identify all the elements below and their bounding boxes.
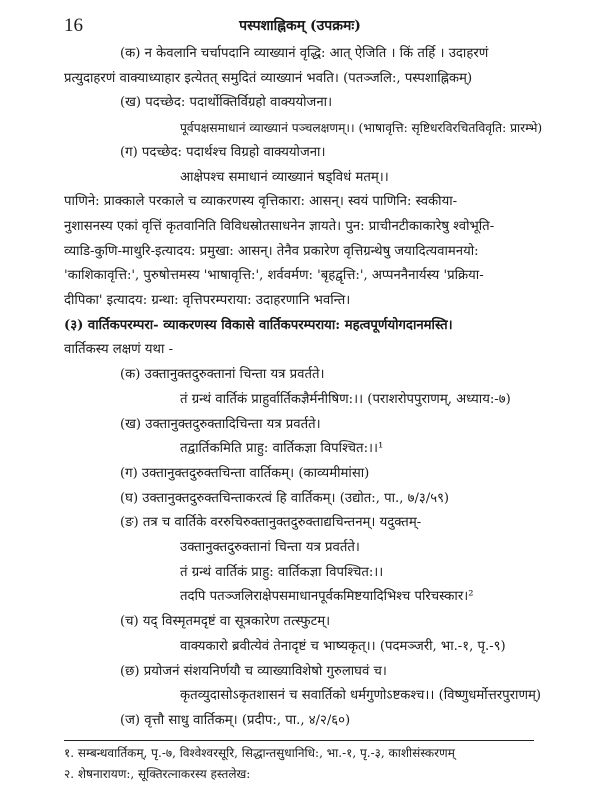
text-line: (छ) प्रयोजनं संशयनिर्णयौ च व्याख्याविशेषो गुरुलाघवं च। — [120, 663, 387, 679]
text-line: वाक्यकारो ब्रवीत्येवं तेनादृष्टं च भाष्यकृत्।। (पदमञ्जरी, भा.-१, पृ.-९) — [180, 638, 506, 654]
section-heading-line: (३) वार्तिकपरम्परा- व्याकरणस्य विकासे वार्तिकपरम्पराया: महत्वपूर्णयोगदानमस्ति। — [64, 317, 453, 333]
text-line: वार्तिकस्य लक्षणं यथा - — [64, 342, 174, 358]
text-line: तद्वार्तिकमिति प्राहु: वार्तिकज्ञा विपश्चित:।।¹ — [180, 441, 384, 457]
text-line: पाणिने: प्राक्काले परकाले च व्याकरणस्य वृत्तिकारा: आसन्। स्वयं पाणिनि: स्वकीया- — [64, 194, 458, 210]
running-header-title: पस्पशाह्निकम् (उपक्रमः) — [239, 18, 361, 34]
footnote: १. सम्बन्धवार्तिकम्, पृ.-७, विश्वेश्वरसूरि, सिद्धान्तसुधानिधि:, भा.-१, पृ.-३, काशीसंस्करणम् — [64, 746, 455, 760]
text-line: (घ) उक्तानुक्तदुरुक्तचिन्ताकरत्वं हि वार्तिकम्। (उद्योत:, पा., ७/३/५९) — [120, 490, 450, 506]
text-line: (च) यद् विस्मृतमदृष्टं वा सूत्रकारेण तत्स्फुटम्। — [120, 614, 331, 630]
text-line: कृतव्युदासोऽकृतशासनं च सवार्तिको धर्मगुणोऽष्टकश्च।। (विष्णुधर्मोत्तरपुराणम्) — [180, 688, 542, 704]
text-line: व्याडि-कुणि-माथुरि-इत्यादय: प्रमुखा: आसन्। तेनैव प्रकारेण वृत्तिग्रन्थेषु जयादित्यवामनयो: — [64, 243, 479, 259]
text-line: तं ग्रन्थं वार्तिकं प्राहुर्वार्तिकज्ञैर्मनीषिण:।। (पराशरोपपुराणम्, अध्याय:-७) — [180, 391, 511, 407]
text-line: प्रत्युदाहरणं वाक्याध्याहार इत्येतत् समुदितं व्याख्यानं भवति। (पतञ्जलि:, पस्पशाह्निकम्) — [64, 70, 473, 86]
text-line: उक्तानुक्तदुरुक्तानां चिन्ता यत्र प्रवर्तते। — [180, 540, 360, 556]
text-line: (ख) पदच्छेद: पदार्थोक्तिर्विग्रहो वाक्ययोजना। — [120, 95, 333, 111]
page-number: 16 — [64, 15, 83, 36]
text-line: (क) न केवलानि चर्चापदानि व्याख्यानं वृद्धि: आत् ऐजिति । किं तर्हि । उदाहरणं — [120, 46, 489, 61]
text-line: तं ग्रन्थं वार्तिकं प्राहु: वार्तिकज्ञा विपश्चित:।। — [180, 564, 384, 580]
text-line: नुशासनस्य एकां वृत्तिं कृतवानिति विविधस्रोतसाधनेन ज्ञायते। पुन: प्राचीनटीकाकारेषु श्वोभूति- — [64, 218, 495, 234]
text-line: 'काशिकावृत्ति:', पुरुषोत्तमस्य 'भाषावृत्ति:', शर्ववर्मण: 'बृहद्वृत्ति:', अप्पननैनार्यस्य 'प्रक्रिया- — [64, 268, 484, 284]
text-line: (ज) वृत्तौ साधु वार्तिकम्। (प्रदीप:, पा., ४/२/६०) — [120, 713, 351, 728]
text-line: (ङ) तत्र च वार्तिके वररुचिरुक्तानुक्तदुरुक्ताद्यचिन्तनम्। यदुक्तम्- — [120, 515, 422, 531]
footnote-divider — [64, 740, 534, 741]
text-line: दीपिका' इत्यादय: ग्रन्था: वृत्तिपरम्पराया: उदाहरणानि भवन्ति। — [64, 293, 351, 309]
text-line: (ग) पदच्छेद: पदार्थश्च विग्रहो वाक्ययोजना। — [120, 144, 326, 160]
footnote: २. शेषनारायण:, सूक्तिरत्नाकरस्य हस्तलेख: — [64, 767, 251, 781]
text-line: (ग) उक्तानुक्तदुरुक्तचिन्ता वार्तिकम्। (काव्यमीमांसा) — [120, 465, 370, 481]
text-line: आक्षेपश्च समाधानं व्याख्यानं षड्विधं मतम्।। — [180, 169, 389, 185]
text-line: (क) उक्तानुक्तदुरुक्तानां चिन्ता यत्र प्रवर्तते। — [120, 367, 325, 383]
text-line: पूर्वपक्षसमाधानं व्याख्यानं पञ्चलक्षणम्।। (भाषावृत्ति: सृष्टिधरविरचितविवृति: प्रारम्भे) — [180, 121, 543, 136]
text-line: तदपि पतञ्जलिराक्षेपसमाधानपूर्वकमिष्टयादिभिश्च परिचस्कार।² — [180, 589, 474, 605]
text-line: (ख) उक्तानुक्तदुरुक्तादिचिन्ता यत्र प्रवर्तते। — [120, 416, 321, 432]
